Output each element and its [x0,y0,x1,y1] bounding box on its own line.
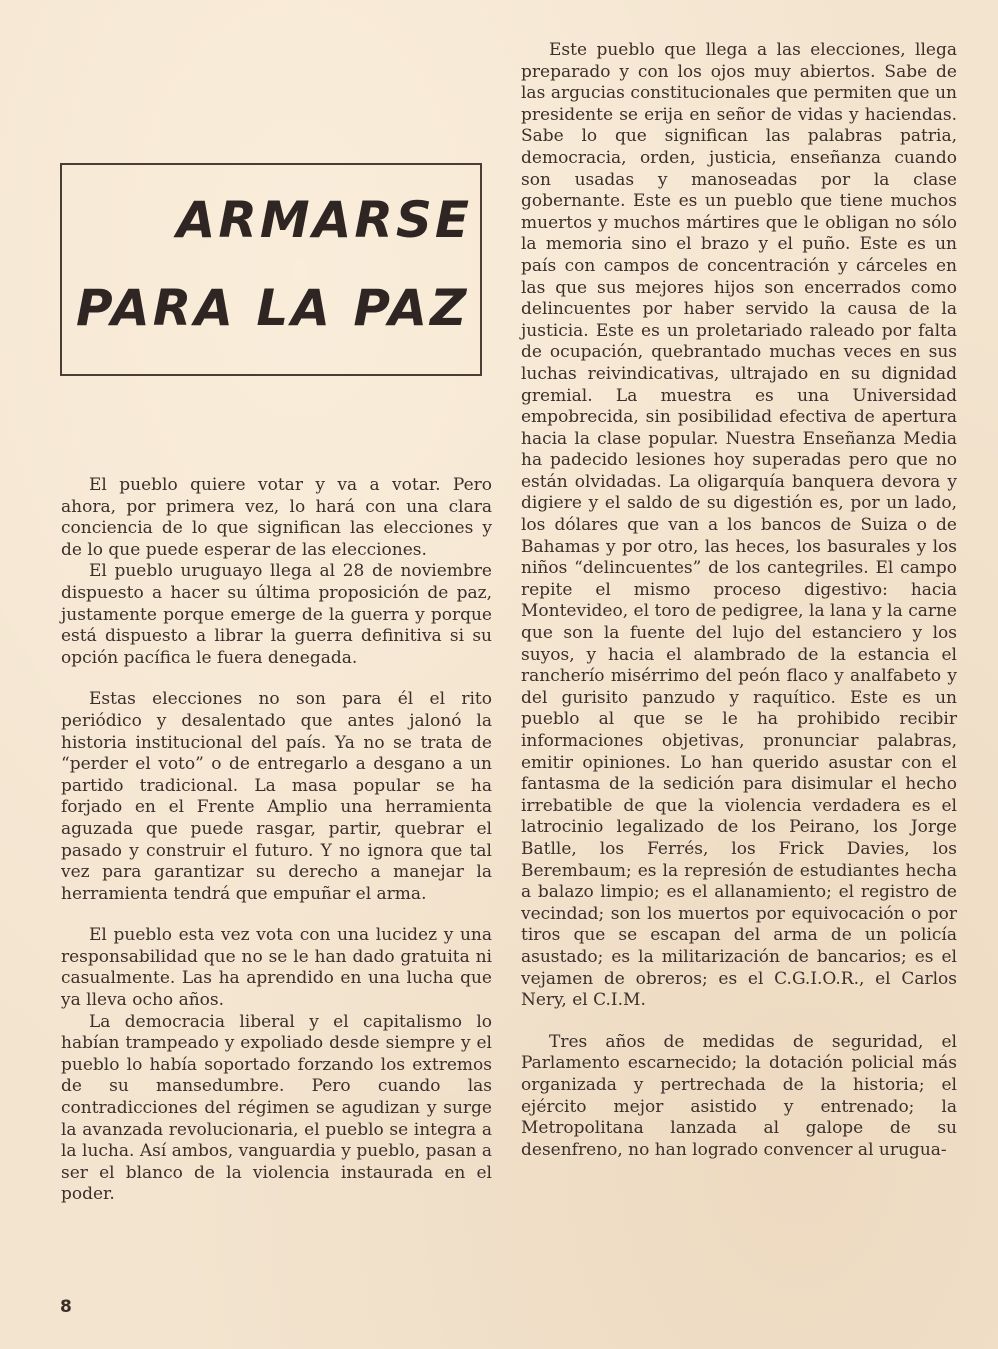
paragraph: El pueblo quiere votar y va a votar. Pero ahora, por primera vez, lo hará con una clara conciencia de lo que significan las elecciones y de lo que puede esperar de las elecciones. [61,475,492,560]
right-column [521,40,957,1161]
paragraph: El pueblo esta vez vota con una lucidez y una responsabilidad que no se le han dado gratuita ni casualmente. Las ha aprendido en una lucha que ya lleva ocho años. [61,925,492,1011]
headline-box [60,163,482,376]
paragraph: Estas elecciones no son para él el rito periódico y desalentado que antes jalonó la historia institucional del país. Ya no se trata de “perder el voto” o de entregarlo a desgano a un partido tradicional. La masa popular se ha forjado en el Frente Amplio una herramienta aguzada que puede rasgar, partir, quebrar el pasado y construir el futuro. Y no ignora que tal vez para garantizar su derecho a manejar la herramienta tendrá que empuñar el arma. [61,689,492,904]
paragraph: La democracia liberal y el capitalismo lo habían trampeado y expoliado desde siempre y el pueblo lo había soportado forzando los extremos de su mansedumbre. Pero cuando las contradicciones del régimen se agudizan y surge la avanzada revolucionaria, el pueblo se integra a la lucha. Así ambos, vanguardia y pueblo, pasan a ser el blanco de la violencia instaurada en el poder. [61,1011,492,1205]
paragraph: Tres años de medidas de seguridad, el Parlamento escarnecido; la dotación policial más organizada y pertrechada de la historia; el ejército mejor asistido y entrenado; la Metropolitana lanzada al galope de su desenfreno, no han logrado convencer al urugua- [521,1031,957,1160]
headline-line-2: PARA LA PAZ [76,279,470,337]
paragraph: El pueblo uruguayo llega al 28 de noviembre dispuesto a hacer su última proposición de paz, justamente porque emerge de la guerra y porque está dispuesto a librar la guerra definitiva si su opción pacífica le fuera denegada. [61,561,492,668]
left-column [61,475,492,1206]
page-number: 8 [60,1297,72,1317]
paragraph: Este pueblo que llega a las elecciones, llega preparado y con los ojos muy abiertos. Sabe de las argucias constitucionales que permiten que un presidente se erija en señor de vidas y haciendas. Sabe lo que significan las palabras patria, democracia, orden, justicia, enseñanza cuando son usadas y manoseadas por la clase gobernante. Este es un pueblo que tiene muchos muertos y muchos mártires que le obligan no sólo la memoria sino el brazo y el puño. Este es un país con campos de concentración y cárceles en las que sus mejores hijos son encerrados como delincuentes por haber servido la causa de la justicia. Este es un proletariado raleado por falta de ocupación, quebrantado muchas veces en sus luchas reivindicativas, ultrajado en su dignidad gremial. La muestra es una Universidad empobrecida, sin posibilidad efectiva de apertura hacia la clase popular. Nuestra Enseñanza Media ha padecido lesiones hoy superadas pero que no están olvidadas. La oligarquía banquera devora y digiere y el saldo de su digestión es, por un lado, los dólares que van a los bancos de Suiza o de Bahamas y por otro, las heces, los basurales y los niños “delincuentes” de los cantegriles. El campo repite el mismo proceso digestivo: hacia Montevideo, el toro de pedigree, la lana y la carne que son la fuente del lujo del estanciero y los suyos, y hacia el alambrado de la estancia el rancherío misérrimo del peón flaco y analfabeto y del gurisito panzudo y raquítico. Este es un pueblo al que se le ha prohibido recibir informaciones objetivas, pronunciar palabras, emitir opiniones. Lo han querido asustar con el fantasma de la sedición para disimular el hecho irrebatible de que la violencia verdadera es el latrocinio legalizado de los Peirano, los Jorge Batlle, los Ferrés, los Frick Davies, los Berembaum; es la represión de estudiantes hecha a balazo limpio; es el allanamiento; el registro de vecindad; son los muertos por equivocación o por tiros que se escapan del arma de un policía asustado; es la militarización de bancarios; es el vejamen de obreros; es el C.G.I.O.R., el Carlos Nery, el C.I.M. [521,40,957,1011]
headline-line-1: ARMARSE [176,191,472,249]
